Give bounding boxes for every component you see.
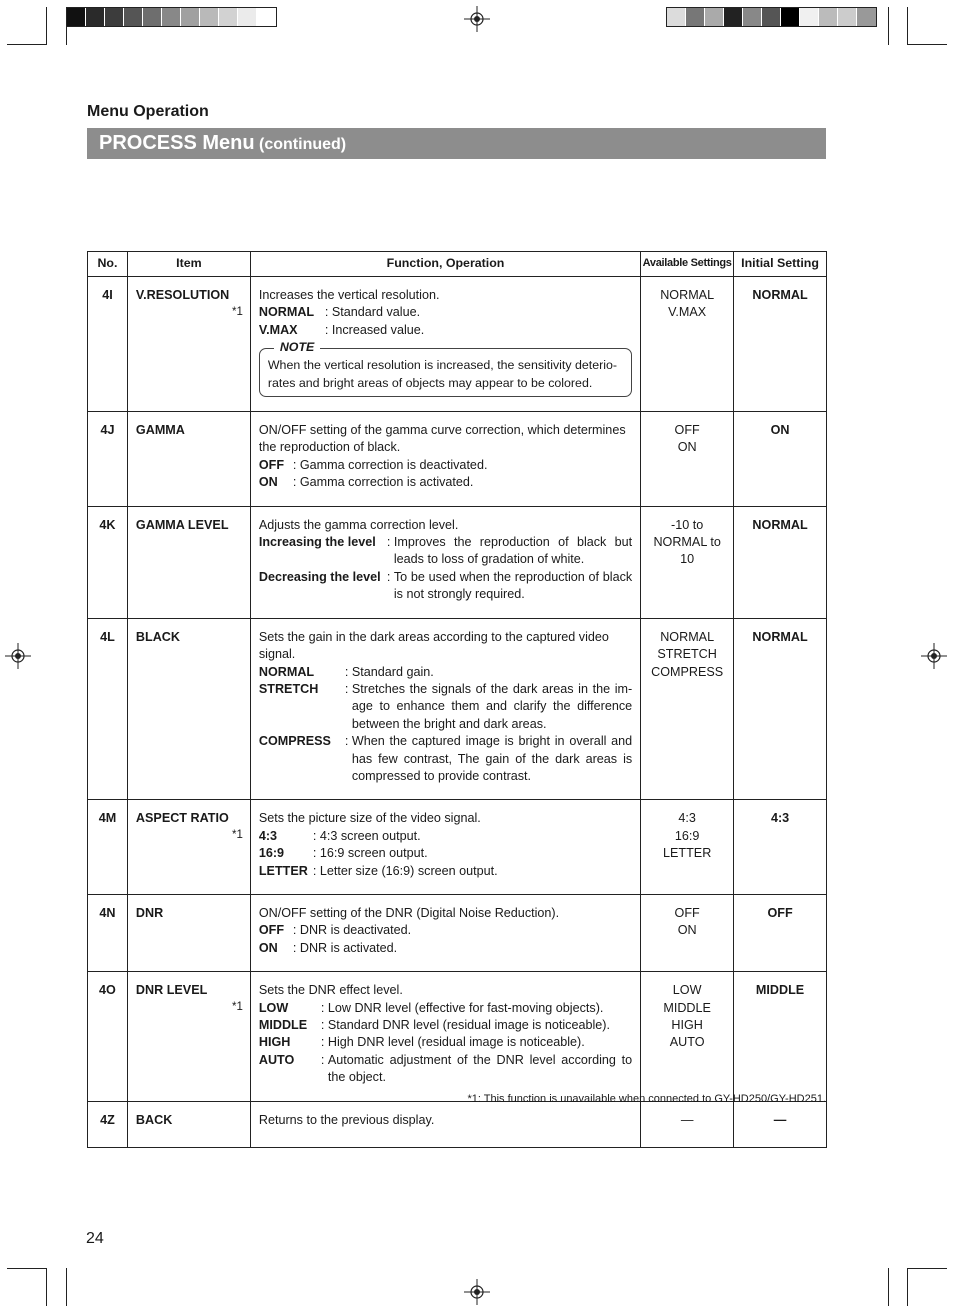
option-colon: : — [324, 322, 332, 337]
option-desc: DNR is deactivated. — [299, 923, 412, 938]
option-key: AUTO — [258, 1052, 295, 1067]
option-key: Increasing the level — [258, 535, 376, 550]
available-setting: 10 — [680, 552, 695, 567]
function-intro: Sets the picture size of the video signal. — [258, 811, 481, 826]
function-intro: Returns to the previous display. — [258, 1112, 435, 1127]
registration-mark-icon — [921, 643, 947, 669]
available-setting: 4:3 — [678, 811, 696, 826]
option-line — [259, 828, 632, 845]
grayscale-swatch — [819, 8, 838, 26]
row-item — [127, 894, 250, 971]
row-available — [641, 412, 734, 507]
available-setting: ON — [677, 440, 697, 455]
item-name: ASPECT RATIO — [135, 811, 229, 826]
option-key: Decreasing the level — [258, 569, 381, 584]
registration-mark-icon — [464, 6, 490, 32]
grayscale-swatch — [667, 8, 686, 26]
row-number: 4K — [88, 506, 128, 618]
option-desc: DNR is activated. — [299, 940, 398, 955]
item-name: BLACK — [135, 629, 180, 644]
option-desc: High DNR level (residual image is noticeable). — [327, 1035, 585, 1050]
table-row — [88, 1101, 827, 1147]
section-label: Menu Operation — [87, 103, 209, 120]
row-item — [127, 800, 250, 895]
option-colon: : — [292, 923, 300, 938]
note-box — [259, 340, 632, 397]
row-item — [127, 412, 250, 507]
grayscale-swatch — [781, 8, 800, 26]
option-desc: Gamma correction is activated. — [299, 475, 474, 490]
option-line — [259, 940, 632, 957]
row-initial: OFF — [734, 894, 827, 971]
option-line — [259, 1017, 632, 1034]
row-function — [250, 277, 640, 412]
grayscale-swatch — [200, 8, 219, 26]
option-colon: : — [344, 734, 352, 749]
row-number: 4I — [88, 277, 128, 412]
grayscale-swatch — [86, 8, 105, 26]
available-setting: NORMAL — [660, 629, 715, 644]
row-available — [641, 618, 734, 800]
option-key: ON — [258, 475, 278, 490]
function-intro: ON/OFF setting of the DNR (Digital Noise Reduction). — [258, 905, 560, 920]
option-key: OFF — [258, 457, 285, 472]
available-setting: OFF — [674, 423, 700, 438]
option-colon: : — [324, 305, 332, 320]
grayscale-swatch — [67, 8, 86, 26]
available-setting: STRETCH — [657, 647, 717, 662]
option-line — [259, 569, 632, 604]
table-row — [88, 506, 827, 618]
option-key: MIDDLE — [258, 1018, 308, 1032]
title-main: PROCESS Menu — [99, 132, 255, 154]
row-item — [127, 972, 250, 1101]
option-key: STRETCH — [258, 681, 319, 696]
option-line — [259, 1000, 632, 1017]
row-item — [127, 277, 250, 412]
option-colon: : — [312, 828, 320, 843]
row-function — [250, 618, 640, 800]
option-line — [259, 1052, 632, 1087]
available-setting: V.MAX — [668, 305, 707, 320]
table-row — [88, 800, 827, 895]
row-item — [127, 1101, 250, 1147]
available-setting: LOW — [672, 983, 702, 998]
available-setting: OFF — [674, 905, 700, 920]
option-desc: 16:9 screen output. — [319, 846, 428, 861]
grayscale-swatch — [124, 8, 143, 26]
option-colon: : — [320, 1018, 328, 1032]
option-colon: : — [312, 846, 320, 861]
registration-mark-icon — [464, 1279, 490, 1305]
grayscale-swatch — [105, 8, 124, 26]
row-initial: 4:3 — [734, 800, 827, 895]
option-desc: Standard DNR level (residual image is noticeable). — [327, 1018, 610, 1032]
option-colon: : — [292, 475, 300, 490]
function-intro: Increases the vertical resolution. — [258, 288, 440, 302]
row-initial: NORMAL — [734, 618, 827, 800]
available-setting: ON — [677, 923, 697, 938]
option-desc: Stretches the signals of the dark areas in the im-age to enhance them and clarify the difference between the bright and dark areas. — [351, 681, 633, 731]
header-item: Item — [127, 252, 250, 277]
option-key: V.MAX — [258, 322, 298, 337]
option-line — [259, 474, 632, 491]
row-available — [641, 506, 734, 618]
option-key: COMPRESS — [258, 734, 331, 749]
item-name: DNR — [135, 905, 164, 920]
row-number: 4M — [88, 800, 128, 895]
grayscale-swatch — [686, 8, 705, 26]
option-key: ON — [258, 940, 278, 955]
grayscale-swatch — [857, 8, 876, 26]
header-function: Function, Operation — [250, 252, 640, 277]
option-colon: : — [320, 1035, 328, 1050]
option-line — [259, 457, 632, 474]
table-row — [88, 618, 827, 800]
function-intro: ON/OFF setting of the gamma curve correction, which determines the reproduction of black. — [258, 423, 626, 455]
available-setting: AUTO — [669, 1035, 705, 1050]
row-function — [250, 894, 640, 971]
available-setting: MIDDLE — [663, 1000, 711, 1015]
row-item — [127, 506, 250, 618]
footnote-mark: *1 — [231, 1001, 243, 1014]
item-name: GAMMA LEVEL — [135, 517, 229, 532]
option-desc: Standard value. — [331, 305, 421, 320]
option-desc: Standard gain. — [351, 664, 434, 679]
item-name: V.RESOLUTION — [135, 288, 230, 302]
available-setting: 16:9 — [674, 828, 700, 843]
row-available — [641, 894, 734, 971]
available-setting: -10 to — [671, 517, 704, 532]
option-desc: Low DNR level (effective for fast-moving objects). — [327, 1000, 604, 1015]
table-row — [88, 972, 827, 1101]
option-key: NORMAL — [258, 664, 315, 679]
option-key: 4:3 — [258, 828, 278, 843]
grayscale-swatch — [238, 8, 257, 26]
process-menu-table — [87, 251, 827, 1148]
option-line — [259, 845, 632, 862]
row-initial: NORMAL — [734, 277, 827, 412]
row-function — [250, 972, 640, 1101]
row-number: 4O — [88, 972, 128, 1101]
row-available — [641, 277, 734, 412]
option-key: LETTER — [258, 863, 308, 878]
registration-mark-icon — [5, 643, 31, 669]
option-colon: : — [344, 681, 352, 696]
option-colon: : — [386, 569, 394, 584]
available-setting: NORMAL to — [653, 535, 721, 550]
grayscale-swatch — [181, 8, 200, 26]
available-setting: NORMAL — [660, 288, 715, 302]
header-available: Available Settings — [641, 252, 734, 277]
function-intro: Adjusts the gamma correction level. — [258, 517, 459, 532]
available-setting: HIGH — [671, 1018, 703, 1032]
option-key: NORMAL — [258, 305, 315, 320]
option-line — [259, 534, 632, 569]
table-row — [88, 894, 827, 971]
option-colon: : — [386, 535, 394, 550]
option-desc: Automatic adjustment of the DNR level according to the object. — [327, 1052, 633, 1085]
option-colon: : — [344, 664, 352, 679]
option-line — [259, 733, 632, 785]
grayscale-swatch — [762, 8, 781, 26]
table-header-row — [88, 252, 827, 277]
note-title: NOTE — [274, 339, 320, 356]
option-line — [259, 863, 632, 880]
option-desc: Gamma correction is deactivated. — [299, 457, 488, 472]
row-function — [250, 1101, 640, 1147]
item-name: BACK — [135, 1112, 173, 1127]
page-number: 24 — [86, 1230, 104, 1247]
row-number: 4N — [88, 894, 128, 971]
grayscale-swatch — [800, 8, 819, 26]
grayscale-bar-right — [666, 7, 877, 27]
row-number: 4L — [88, 618, 128, 800]
option-line — [259, 304, 632, 321]
option-line — [259, 1034, 632, 1051]
header-initial: Initial Setting — [734, 252, 827, 277]
function-intro: Sets the DNR effect level. — [258, 983, 403, 998]
row-initial: — — [734, 1101, 827, 1147]
option-line — [259, 922, 632, 939]
row-number: 4Z — [88, 1101, 128, 1147]
option-line — [259, 681, 632, 733]
option-desc: When the captured image is bright in overall and has few contrast, The gain of the dark areas is compressed to provide contrast. — [351, 734, 633, 783]
option-desc: Improves the reproduction of black but leads to loss of gradation of white. — [393, 535, 633, 567]
row-function — [250, 506, 640, 618]
option-line — [259, 322, 632, 339]
row-available — [641, 972, 734, 1101]
available-setting: — — [680, 1112, 694, 1127]
item-name: DNR LEVEL — [135, 983, 208, 998]
option-colon: : — [320, 1052, 328, 1067]
option-colon: : — [320, 1000, 328, 1015]
option-line — [259, 664, 632, 681]
note-text: When the vertical resolution is increased, the sensitivity deterio-rates and bright areas of objects may appear to be colored. — [267, 358, 618, 390]
option-key: HIGH — [258, 1035, 291, 1050]
row-initial: ON — [734, 412, 827, 507]
available-setting: LETTER — [663, 846, 712, 861]
option-desc: To be used when the reproduction of black is not strongly required. — [393, 569, 633, 602]
row-initial: NORMAL — [734, 506, 827, 618]
grayscale-swatch — [838, 8, 857, 26]
grayscale-swatch — [724, 8, 743, 26]
grayscale-swatch — [257, 8, 276, 26]
option-colon: : — [292, 457, 300, 472]
function-intro: Sets the gain in the dark areas according to the captured video signal. — [258, 629, 609, 662]
row-initial: MIDDLE — [734, 972, 827, 1101]
footnote-mark: *1 — [231, 829, 243, 842]
row-item — [127, 618, 250, 800]
grayscale-swatch — [143, 8, 162, 26]
option-key: 16:9 — [258, 846, 285, 861]
option-key: LOW — [258, 1000, 289, 1015]
option-colon: : — [312, 863, 320, 878]
title-sub: (continued) — [259, 136, 347, 153]
grayscale-swatch — [162, 8, 181, 26]
row-function — [250, 800, 640, 895]
grayscale-swatch — [743, 8, 762, 26]
option-key: OFF — [258, 923, 285, 938]
grayscale-swatch — [219, 8, 238, 26]
footnote: *1: This function is unavailable when connected to GY-HD250/GY-HD251. — [467, 1093, 826, 1105]
header-no: No. — [88, 252, 128, 277]
grayscale-swatch — [705, 8, 724, 26]
option-desc: Increased value. — [331, 322, 425, 337]
row-function — [250, 412, 640, 507]
option-desc: Letter size (16:9) screen output. — [319, 863, 498, 878]
row-available — [641, 1101, 734, 1147]
option-desc: 4:3 screen output. — [319, 828, 421, 843]
option-colon: : — [292, 940, 300, 955]
item-name: GAMMA — [135, 423, 185, 438]
footnote-mark: *1 — [231, 306, 243, 318]
available-setting: COMPRESS — [651, 664, 724, 679]
grayscale-bar-left — [66, 7, 277, 27]
page-title — [87, 128, 826, 159]
table-row — [88, 277, 827, 412]
row-available — [641, 800, 734, 895]
table-row — [88, 412, 827, 507]
row-number: 4J — [88, 412, 128, 507]
